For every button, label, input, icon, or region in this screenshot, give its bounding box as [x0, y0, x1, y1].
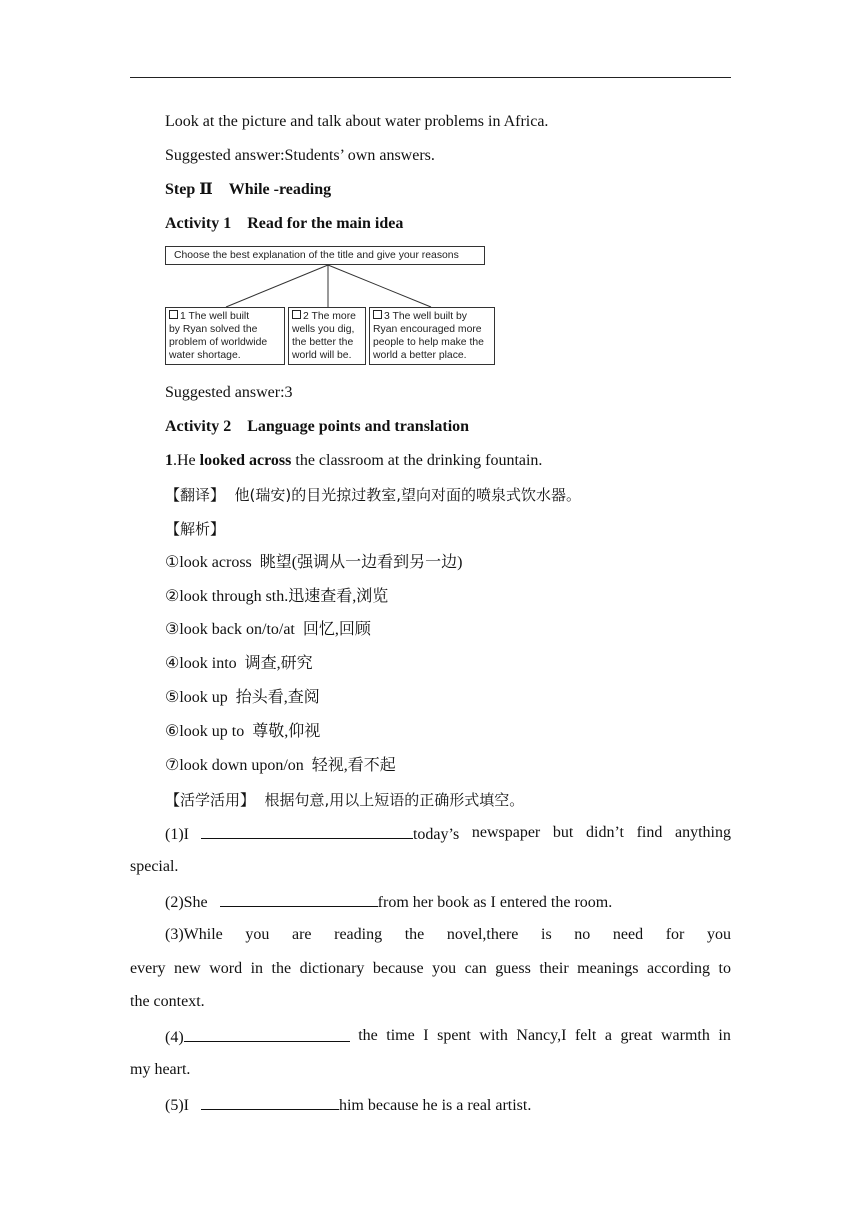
exercise-1-line: [165, 823, 731, 845]
word: need: [612, 926, 644, 943]
word: for: [665, 926, 685, 943]
point-4: ④look into 调查,研究: [165, 655, 313, 672]
checkbox-icon: [169, 310, 178, 319]
word: didn’t: [586, 824, 624, 841]
word: a: [604, 1027, 612, 1044]
step-label: Step Ⅱ: [165, 181, 213, 198]
item-post: the classroom at the drinking fountain.: [291, 452, 543, 469]
main-idea-diagram: [165, 246, 497, 366]
diagram-option-2: [288, 307, 366, 365]
point-1: ①look across 眺望(强调从一边看到另一边): [165, 554, 463, 571]
checkbox-icon: [292, 310, 301, 319]
word: but: [552, 824, 574, 841]
word: find: [636, 824, 663, 841]
word: great: [620, 1027, 653, 1044]
step-title: While -reading: [228, 181, 332, 198]
practice-instruction: 【活学活用】 根据句意,用以上短语的正确形式填空。: [165, 791, 525, 809]
item-pre: .He: [173, 452, 200, 469]
step-heading: [165, 180, 331, 200]
diagram-title-box: Choose the best explanation of the title and give your reasons: [165, 246, 485, 265]
word: spent: [437, 1027, 471, 1044]
exercise-3-continuation: every new word in the dictionary because you can guess their meanings according to: [130, 960, 731, 977]
answer-blank-5[interactable]: [201, 1094, 339, 1110]
diagram-option-3: [369, 307, 495, 365]
language-point-1: [165, 451, 542, 471]
activity1-answer: Suggested answer:3: [165, 384, 293, 401]
word: no: [574, 926, 591, 943]
word: (3)While: [165, 926, 223, 943]
word: you: [706, 926, 731, 943]
answer-blank-1[interactable]: [201, 823, 413, 839]
exercise-2-line: [165, 891, 612, 913]
point-5: ⑤look up 抬头看,查阅: [165, 689, 320, 706]
word: newspaper: [471, 824, 541, 841]
analysis-label: 【解析】: [165, 520, 226, 538]
word: I: [423, 1027, 429, 1044]
word: Nancy,I: [516, 1027, 567, 1044]
answer-blank-2[interactable]: [220, 891, 378, 907]
word: are: [291, 926, 312, 943]
point-3: ③look back on/to/at 回忆,回顾: [165, 621, 371, 638]
word: anything: [675, 824, 731, 841]
translation: 【翻译】 他(瑞安)的目光掠过教室,望向对面的喷泉式饮水器。: [165, 486, 582, 504]
key-phrase: looked across: [199, 452, 292, 469]
exercise-5-text: him because he is a real artist.: [338, 1097, 532, 1114]
word: the: [404, 926, 425, 943]
word: warmth: [660, 1027, 710, 1044]
intro-task: Look at the picture and talk about water problems in Africa.: [165, 113, 549, 130]
exercise-3-end: the context.: [130, 993, 205, 1010]
exercise-4-continuation: my heart.: [130, 1061, 191, 1078]
exercise-1-lead: [165, 823, 459, 845]
exercise-3-line: [165, 925, 731, 945]
activity1-heading: Activity 1 Read for the main idea: [165, 215, 404, 232]
option-3-text: 3 The well built by Ryan encouraged more people to help make the world a better place.: [373, 311, 484, 361]
exercise-4-lead: [165, 1026, 350, 1048]
header-rule: [130, 77, 731, 78]
word: with: [479, 1027, 508, 1044]
word: in: [718, 1027, 731, 1044]
option-2-text: 2 The more wells you dig, the better the world will be.: [292, 311, 356, 361]
word: you: [245, 926, 270, 943]
word: time: [386, 1027, 415, 1044]
word: is: [541, 926, 552, 943]
diagram-option-1: [165, 307, 285, 365]
item-number: 1: [165, 452, 173, 469]
exercise-number: (4): [165, 1029, 184, 1046]
exercise-number: (1)I: [165, 826, 189, 843]
word: the: [358, 1027, 378, 1044]
answer-blank-4[interactable]: [184, 1026, 350, 1042]
word: novel,there: [446, 926, 519, 943]
exercise-2-text: from her book as I entered the room.: [377, 894, 613, 911]
word: today’s: [412, 826, 460, 843]
word: felt: [574, 1027, 597, 1044]
option-1-text: 1 The well built by Ryan solved the problem of worldwide water shortage.: [169, 311, 268, 361]
exercise-number: (2)She: [165, 894, 208, 911]
activity2-heading: Activity 2 Language points and translation: [165, 418, 470, 435]
word: reading: [334, 926, 383, 943]
exercise-5-line: [165, 1094, 531, 1116]
point-2: ②look through sth.迅速查看,浏览: [165, 588, 389, 605]
point-6: ⑥look up to 尊敬,仰视: [165, 723, 321, 740]
point-7: ⑦look down upon/on 轻视,看不起: [165, 757, 396, 774]
checkbox-icon: [373, 310, 382, 319]
exercise-1-continuation: special.: [130, 858, 179, 875]
exercise-4-line: [165, 1026, 731, 1048]
exercise-number: (5)I: [165, 1097, 189, 1114]
intro-answer: Suggested answer:Students’ own answers.: [165, 147, 435, 164]
